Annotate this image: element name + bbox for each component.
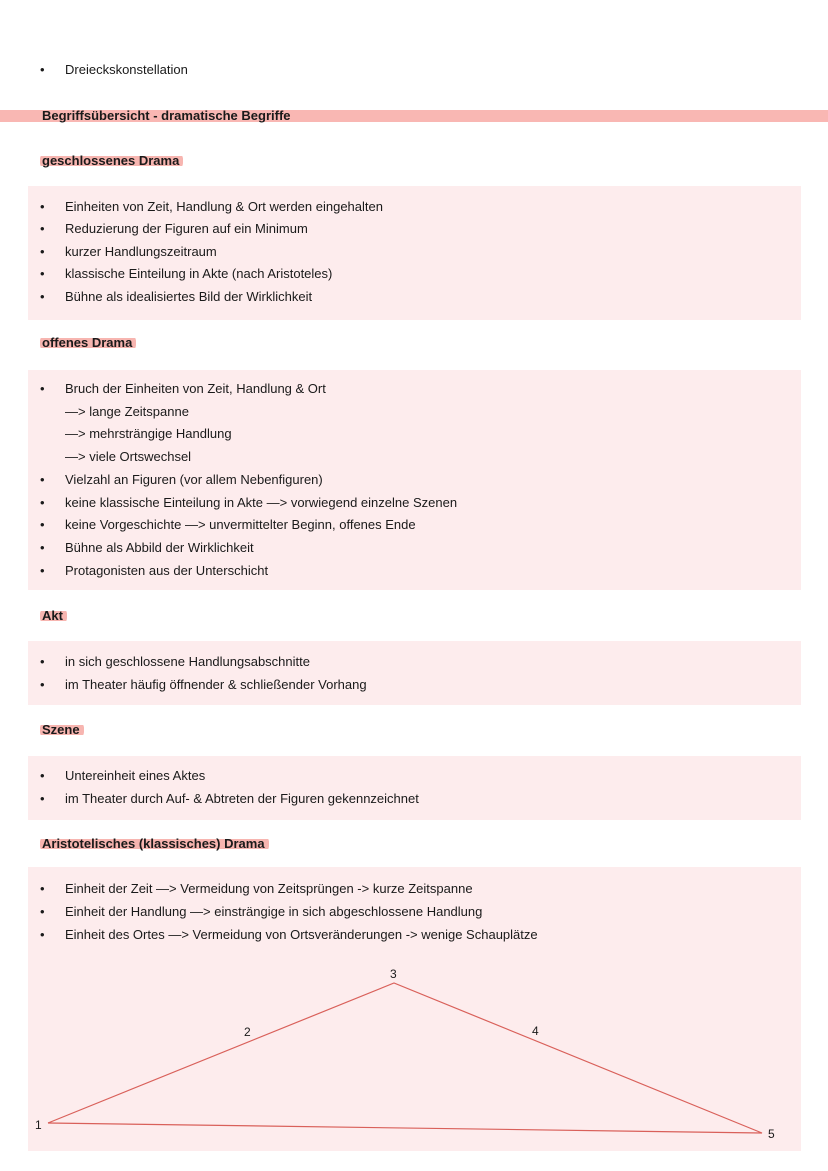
pyramid-label-3: 3	[390, 967, 397, 981]
bullet-icon: •	[40, 563, 45, 578]
bullet-icon: •	[40, 517, 45, 532]
list-item-text: Bühne als Abbild der Wirklichkeit	[65, 540, 254, 555]
pyramid-label-4: 4	[532, 1024, 539, 1038]
sub-list-item: —> mehrsträngige Handlung	[65, 426, 232, 441]
section-heading-aristotelisches-drama: Aristotelisches (klassisches) Drama	[40, 836, 269, 852]
section-heading-szene: Szene	[40, 722, 84, 738]
list-item-text: im Theater durch Auf- & Abtreten der Figuren gekennzeichnet	[65, 791, 419, 806]
list-item-text: Bruch der Einheiten von Zeit, Handlung & Ort	[65, 381, 326, 396]
list-item-text: Protagonisten aus der Unterschicht	[65, 563, 269, 578]
list-item-text: keine klassische Einteilung in Akte —> vorwiegend einzelne Szenen	[65, 495, 458, 510]
bullet-icon: •	[40, 472, 45, 487]
sub-list-item: —> viele Ortswechsel	[65, 449, 192, 464]
section-heading-akt: Akt	[40, 608, 67, 624]
list-item-text: Reduzierung der Figuren auf ein Minimum	[65, 221, 308, 236]
section-heading-offenes-drama: offenes Drama	[40, 335, 136, 351]
list-item-text: klassische Einteilung in Akte (nach Aristoteles)	[65, 266, 333, 281]
bullet-icon: •	[40, 244, 45, 259]
bullet-icon: •	[40, 881, 45, 896]
list-item-text: Einheit der Zeit —> Vermeidung von Zeitsprüngen -> kurze Zeitspanne	[65, 881, 473, 896]
list-item-text: Untereinheit eines Aktes	[65, 768, 206, 783]
pyramid-label-2: 2	[244, 1025, 251, 1039]
section-heading-geschlossenes-drama: geschlossenes Drama	[40, 153, 183, 169]
list-item-text: keine Vorgeschichte —> unvermittelter Beginn, offenes Ende	[65, 517, 416, 532]
bullet-icon: •	[40, 904, 45, 919]
bullet-icon: •	[40, 495, 45, 510]
bullet-icon: •	[40, 289, 45, 304]
list-item-text: Bühne als idealisiertes Bild der Wirklichkeit	[65, 289, 313, 304]
list-item-text: kurzer Handlungszeitraum	[65, 244, 217, 259]
bullet-icon: •	[40, 791, 45, 806]
list-item-text: in sich geschlossene Handlungsabschnitte	[65, 654, 310, 669]
pyramid-line	[48, 983, 762, 1133]
bullet-icon: •	[40, 266, 45, 281]
bullet-icon: •	[40, 677, 45, 692]
bullet-icon: •	[40, 768, 45, 783]
bullet-icon: •	[40, 62, 45, 77]
pyramid-label-5: 5	[768, 1127, 775, 1141]
bullet-icon: •	[40, 221, 45, 236]
sub-list-item: —> lange Zeitspanne	[65, 404, 189, 419]
page-title: Begriffsübersicht - dramatische Begriffe	[42, 108, 291, 123]
pyramid-label-1: 1	[35, 1118, 42, 1132]
list-item-text: Einheit des Ortes —> Vermeidung von Ortsveränderungen -> wenige Schauplätze	[65, 927, 538, 942]
list-item-text: Einheiten von Zeit, Handlung & Ort werden eingehalten	[65, 199, 383, 214]
list-item-text: im Theater häufig öffnender & schließender Vorhang	[65, 677, 367, 692]
list-item-text: Vielzahl an Figuren (vor allem Nebenfiguren)	[65, 472, 323, 487]
bullet-icon: •	[40, 381, 45, 396]
bullet-icon: •	[40, 199, 45, 214]
bullet-icon: •	[40, 540, 45, 555]
bullet-icon: •	[40, 654, 45, 669]
list-item-text: Einheit der Handlung —> einsträngige in sich abgeschlossene Handlung	[65, 904, 483, 919]
bullet-icon: •	[40, 927, 45, 942]
list-item-text: Dreieckskonstellation	[65, 62, 188, 77]
